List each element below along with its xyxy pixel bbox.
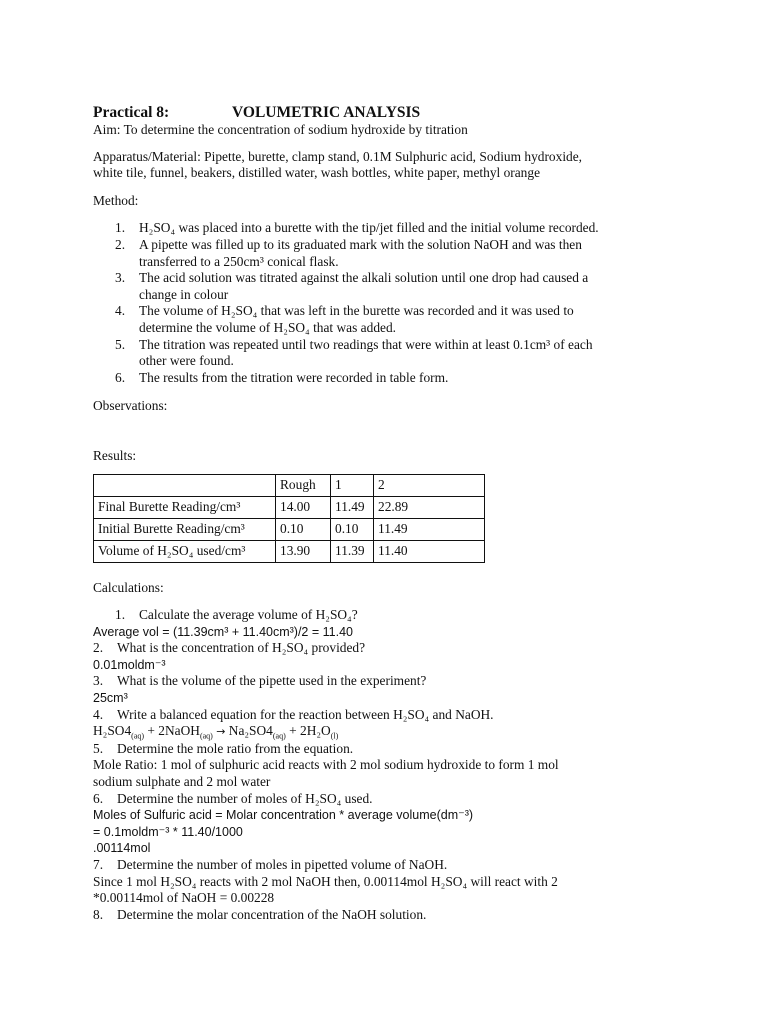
step-line: The results from the titration were recorded in table form. — [139, 369, 449, 385]
calc-answer: .00114mol — [93, 841, 151, 856]
step-number: 1. — [115, 220, 126, 236]
table-cell: 13.90 — [276, 540, 331, 562]
method-list — [93, 220, 693, 386]
calc-question — [93, 791, 693, 808]
table-cell: 11.40 — [374, 540, 485, 562]
method-step — [93, 370, 693, 387]
table-header-cell — [94, 474, 276, 496]
table-header-cell: 2 — [374, 474, 485, 496]
question-text: Write a balanced equation for the reaction between H₂SO₄ and NaOH. — [117, 706, 494, 722]
table-cell: 0.10 — [331, 518, 374, 540]
table-header-row — [94, 474, 485, 496]
question-number: 5. — [93, 740, 104, 756]
method-heading: Method: — [93, 192, 139, 208]
step-line: The volume of H₂SO₄ that was left in the burette was recorded and it was used to — [139, 303, 574, 319]
question-number: 1. — [115, 607, 126, 623]
step-number: 6. — [115, 369, 126, 385]
question-number: 3. — [93, 673, 104, 689]
observations-heading: Observations: — [93, 398, 168, 414]
table-header-cell: Rough — [276, 474, 331, 496]
state-symbol: (aq) — [272, 731, 286, 741]
document-page — [93, 103, 693, 923]
question-number: 8. — [93, 906, 104, 922]
row-label: Volume of H₂SO₄ used/cm³ — [94, 540, 276, 562]
table-cell: 14.00 — [276, 496, 331, 518]
calculations-heading: Calculations: — [93, 579, 164, 595]
state-symbol: (aq) — [131, 731, 145, 741]
table-row — [94, 496, 485, 518]
state-symbol: (l) — [330, 731, 339, 741]
calc-answer: Mole Ratio: 1 mol of sulphuric acid reacts with 2 mol sodium hydroxide to form 1 mol — [93, 757, 559, 773]
step-line: other were found. — [139, 353, 234, 369]
calc-question — [93, 640, 693, 657]
question-text: What is the concentration of H₂SO₄ provided? — [117, 640, 366, 656]
question-text: Determine the number of moles in pipetted volume of NaOH. — [117, 857, 448, 872]
title-text: VOLUMETRIC ANALYSIS — [232, 104, 421, 121]
question-text: Determine the mole ratio from the equation. — [117, 740, 354, 756]
calc-answer: sodium sulphate and 2 mol water — [93, 774, 271, 790]
calc-question — [93, 607, 693, 624]
arrow-icon: → — [216, 725, 226, 739]
question-number: 4. — [93, 706, 104, 722]
step-number: 5. — [115, 336, 126, 352]
step-line: change in colour — [139, 286, 229, 302]
practical-label: Practical 8: — [93, 104, 170, 121]
calc-answer: Average vol = (11.39cm³ + 11.40cm³)/2 = 11.40 — [93, 624, 353, 639]
equation-part: + 2NaOH — [144, 723, 200, 739]
calc-question — [93, 857, 693, 874]
calc-question — [93, 907, 693, 924]
table-cell: 22.89 — [374, 496, 485, 518]
question-text: Determine the molar concentration of the NaOH solution. — [117, 906, 427, 922]
apparatus-line-2: white tile, funnel, beakers, distilled water, wash bottles, white paper, methyl orange — [93, 165, 541, 181]
table-cell: 11.49 — [331, 496, 374, 518]
step-number: 3. — [115, 270, 126, 286]
method-step — [93, 303, 693, 336]
row-label: Initial Burette Reading/cm³ — [94, 518, 276, 540]
aim-text: Aim: To determine the concentration of sodium hydroxide by titration — [93, 122, 468, 137]
equation-part: Na₂SO4 — [225, 723, 273, 739]
calc-answer: 25cm³ — [93, 691, 128, 706]
step-line: The titration was repeated until two readings that were within at least 0.1cm³ of each — [139, 336, 593, 352]
calc-answer: *0.00114mol of NaOH = 0.00228 — [93, 890, 275, 906]
balanced-equation — [93, 723, 693, 741]
step-number: 2. — [115, 236, 126, 252]
page-title — [93, 103, 693, 122]
table-cell: 0.10 — [276, 518, 331, 540]
equation-part: H₂SO4 — [93, 723, 132, 739]
step-line: determine the volume of H₂SO₄ that was added. — [139, 319, 396, 335]
step-line: The acid solution was titrated against the alkali solution until one drop had caused a — [139, 270, 589, 286]
calc-answer: = 0.1moldm⁻³ * 11.40/1000 — [93, 824, 243, 839]
calc-answer: 0.01moldm⁻³ — [93, 657, 166, 672]
question-number: 2. — [93, 640, 104, 656]
table-header-cell: 1 — [331, 474, 374, 496]
step-line: H₂SO₄ was placed into a burette with the tip/jet filled and the initial volume recorded. — [139, 220, 599, 236]
calc-question — [93, 741, 693, 758]
step-line: transferred to a 250cm³ conical flask. — [139, 253, 339, 269]
question-text: Calculate the average volume of H₂SO₄? — [139, 607, 358, 623]
question-number: 6. — [93, 790, 104, 806]
step-number: 4. — [115, 303, 126, 319]
results-table — [93, 474, 485, 563]
method-step — [93, 220, 693, 237]
row-label: Final Burette Reading/cm³ — [94, 496, 276, 518]
question-number: 7. — [93, 857, 104, 872]
apparatus-line-1: Apparatus/Material: Pipette, burette, clamp stand, 0.1M Sulphuric acid, Sodium hydroxide, — [93, 148, 583, 164]
method-step — [93, 337, 693, 370]
calc-question — [93, 707, 693, 724]
question-text: What is the volume of the pipette used in the experiment? — [117, 673, 427, 689]
table-cell: 11.49 — [374, 518, 485, 540]
method-step — [93, 270, 693, 303]
results-heading: Results: — [93, 447, 137, 463]
state-symbol: (aq) — [199, 731, 213, 741]
table-cell: 11.39 — [331, 540, 374, 562]
calc-question — [93, 673, 693, 690]
question-text: Determine the number of moles of H₂SO₄ used. — [117, 790, 373, 806]
equation-part: + 2H₂O — [285, 723, 331, 739]
method-step — [93, 237, 693, 270]
calc-answer: Moles of Sulfuric acid = Molar concentration * average volume(dm⁻³) — [93, 808, 474, 823]
calc-answer: Since 1 mol H₂SO₄ reacts with 2 mol NaOH then, 0.00114mol H₂SO₄ will react with 2 — [93, 873, 558, 889]
step-line: A pipette was filled up to its graduated mark with the solution NaOH and was then — [139, 236, 582, 252]
table-row — [94, 518, 485, 540]
table-row — [94, 540, 485, 562]
